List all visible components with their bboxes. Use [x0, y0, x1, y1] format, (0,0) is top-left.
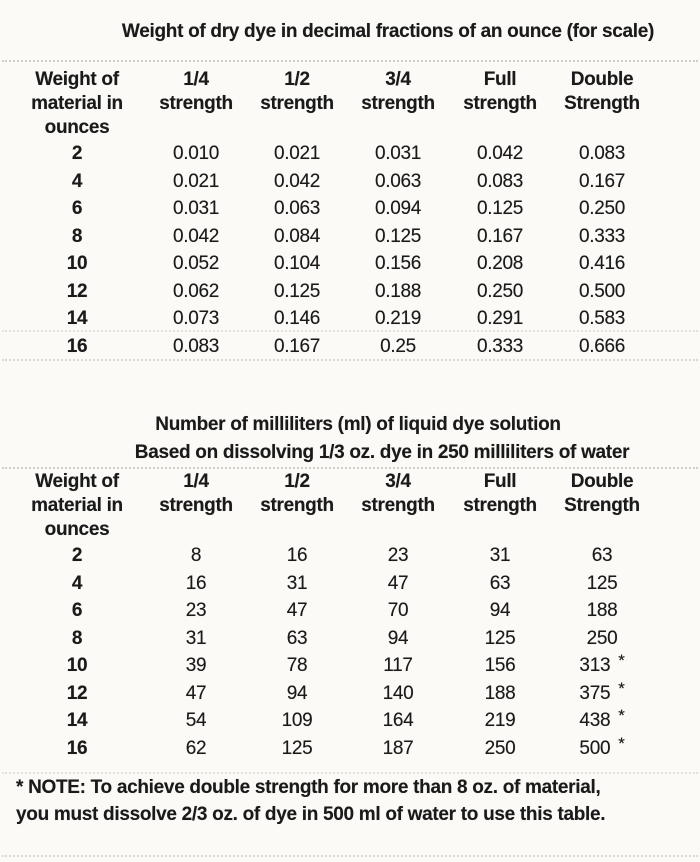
col-header-strength: 1/4 strength [159, 471, 233, 516]
value-cell: 0.291 [476, 308, 524, 329]
value-cell: 0.146 [273, 308, 321, 329]
row-label-ounces: 4 [71, 170, 83, 192]
value-cell: 0.042 [273, 170, 321, 192]
value-cell: 0.156 [374, 253, 422, 274]
value-cell: 0.083 [578, 143, 626, 164]
value-cell: 0.167 [476, 225, 524, 247]
scan-artifact-rule [2, 855, 698, 857]
value-cell: 125 [586, 572, 618, 594]
value-cell: 31 [489, 545, 511, 566]
row-label-ounces: 2 [71, 545, 83, 566]
value-cell: 164 [382, 710, 414, 731]
value-cell: 0.583 [578, 308, 626, 329]
value-cell: 250 [484, 737, 516, 759]
value-cell: 0.010 [172, 143, 220, 164]
value-cell: 0.333 [578, 225, 626, 247]
value-cell: 375 * [560, 680, 644, 708]
double-strength-asterisk: * [618, 651, 625, 670]
scan-artifact-rule [2, 772, 698, 774]
double-strength-asterisk: * [618, 733, 625, 753]
value-cell: 63 [489, 572, 511, 594]
double-strength-asterisk: * [618, 678, 625, 698]
value-cell: 16 [185, 572, 207, 594]
value-cell: 0.031 [374, 143, 422, 164]
scan-artifact-rule [2, 467, 698, 469]
row-label-ounces: 8 [71, 225, 83, 247]
liquid-dye-table-header [0, 470, 644, 542]
value-cell: 0.125 [273, 280, 321, 302]
value-cell: 47 [387, 572, 409, 594]
value-cell: 0.167 [578, 170, 626, 192]
double-strength-asterisk: * [618, 706, 625, 725]
value-cell: 0.666 [578, 335, 626, 357]
dry-dye-table-header [0, 68, 644, 140]
value-cell: 0.208 [476, 253, 524, 274]
col-header-strength: 1/2 strength [260, 69, 334, 114]
value-cell: 63 [286, 627, 308, 649]
row-label-ounces: 6 [71, 600, 83, 621]
value-cell: 0.063 [273, 198, 321, 219]
table-row [0, 333, 644, 361]
value-cell: 0.073 [172, 308, 220, 329]
row-label-ounces: 6 [71, 198, 83, 219]
value-cell: 94 [387, 627, 409, 649]
value-cell: 0.250 [476, 280, 524, 302]
value-cell: 47 [286, 600, 308, 621]
dry-dye-table-title: Weight of dry dye in decimal fractions of an ounce (for scale) [121, 21, 655, 42]
row-label-ounces: 16 [66, 335, 88, 357]
row-label-ounces: 12 [66, 280, 88, 302]
row-label-ounces: 12 [66, 682, 88, 704]
value-cell: 0.021 [172, 170, 220, 192]
col-header-strength: 3/4 strength [361, 69, 435, 114]
value-cell: 0.333 [476, 335, 524, 357]
value-cell: 0.25 [380, 335, 416, 357]
liquid-dye-table-subtitle: Based on dissolving 1/3 oz. dye in 250 milliliters of water [134, 442, 630, 463]
dry-dye-table-section [0, 18, 700, 360]
value-cell: 0.083 [476, 170, 524, 192]
value-cell: 0.052 [172, 253, 220, 274]
dry-dye-table-body [0, 140, 644, 360]
value-cell: 0.063 [374, 170, 422, 192]
liquid-dye-table-title: Number of milliliters (ml) of liquid dye solution [155, 414, 561, 435]
scan-artifact-rule [2, 330, 698, 332]
table-row [0, 223, 644, 251]
liquid-dye-table-section [0, 411, 700, 762]
value-cell: 54 [185, 710, 207, 731]
value-cell: 156 [484, 655, 516, 676]
table-row [0, 168, 644, 196]
scan-artifact-rule [2, 60, 698, 62]
value-cell: 188 [586, 600, 618, 621]
value-cell: 188 [484, 682, 516, 704]
value-cell: 62 [185, 737, 207, 759]
value-cell: 125 [281, 737, 313, 759]
table-row [0, 305, 644, 333]
value-cell: 0.104 [273, 253, 321, 274]
value-cell: 31 [185, 627, 207, 649]
value-cell: 438 * [560, 707, 644, 735]
table-row [0, 140, 644, 168]
liquid-dye-table-body [0, 542, 644, 762]
value-cell: 117 [383, 655, 413, 676]
value-cell: 23 [387, 545, 409, 566]
value-cell: 0.042 [172, 225, 220, 247]
table-row [0, 707, 644, 735]
header-row [0, 470, 644, 542]
value-cell: 109 [281, 710, 313, 731]
table-row [0, 652, 644, 680]
col-header-strength: 1/4 strength [159, 69, 233, 114]
row-label-ounces: 10 [66, 253, 88, 274]
col-header-weight-of-material: Weight of material in ounces [31, 69, 123, 138]
value-cell: 219 [484, 710, 516, 731]
table-row [0, 735, 644, 763]
value-cell: 0.083 [172, 335, 220, 357]
value-cell: 23 [185, 600, 207, 621]
col-header-strength: Double Strength [564, 69, 640, 114]
value-cell: 140 [382, 682, 414, 704]
value-cell: 94 [489, 600, 511, 621]
footnote-line-2: you must dissolve 2/3 oz. of dye in 500 ml of water to use this table. [16, 803, 606, 825]
double-strength-footnote [0, 775, 700, 828]
header-row [0, 68, 644, 140]
table-row [0, 278, 644, 306]
value-cell: 0.031 [172, 198, 220, 219]
value-cell: 31 [286, 572, 308, 594]
value-cell: 187 [382, 737, 414, 759]
col-header-weight-of-material: Weight of material in ounces [31, 471, 123, 540]
table-row [0, 597, 644, 625]
liquid-dye-table [0, 470, 644, 762]
value-cell: 0.021 [273, 143, 321, 164]
row-label-ounces: 10 [66, 655, 88, 676]
value-cell: 313 * [560, 652, 644, 680]
value-cell: 125 [484, 627, 516, 649]
row-label-ounces: 4 [71, 572, 83, 594]
value-cell: 0.062 [172, 280, 220, 302]
value-cell: 0.125 [476, 198, 524, 219]
value-cell: 0.042 [476, 143, 524, 164]
row-label-ounces: 14 [66, 710, 88, 731]
table-row [0, 195, 644, 223]
value-cell: 500 * [560, 735, 644, 763]
col-header-strength: Full strength [463, 471, 537, 516]
value-cell: 70 [387, 600, 409, 621]
value-cell: 0.094 [374, 198, 422, 219]
col-header-strength: 3/4 strength [361, 471, 435, 516]
table-row [0, 250, 644, 278]
table-row [0, 542, 644, 570]
value-cell: 0.219 [374, 308, 422, 329]
dry-dye-table [0, 68, 644, 360]
value-cell: 0.125 [374, 225, 422, 247]
table-row [0, 625, 644, 653]
row-label-ounces: 14 [66, 308, 88, 329]
value-cell: 47 [185, 682, 207, 704]
scan-artifact-rule [2, 359, 698, 361]
value-cell: 0.416 [578, 253, 626, 274]
value-cell: 0.188 [374, 280, 422, 302]
value-cell: 0.084 [273, 225, 321, 247]
row-label-ounces: 2 [71, 143, 83, 164]
row-label-ounces: 16 [66, 737, 88, 759]
value-cell: 16 [286, 545, 308, 566]
value-cell: 250 [586, 627, 618, 649]
value-cell: 0.250 [578, 198, 626, 219]
value-cell: 0.167 [273, 335, 321, 357]
value-cell: 39 [185, 655, 207, 676]
col-header-strength: 1/2 strength [260, 471, 334, 516]
col-header-strength: Full strength [463, 69, 537, 114]
col-header-strength: Double Strength [564, 471, 640, 516]
table-row [0, 570, 644, 598]
value-cell: 63 [591, 545, 613, 566]
footnote-line-1: * NOTE: To achieve double strength for more than 8 oz. of material, [16, 777, 601, 798]
row-label-ounces: 8 [71, 627, 83, 649]
value-cell: 78 [286, 655, 308, 676]
table-row [0, 680, 644, 708]
value-cell: 0.500 [578, 280, 626, 302]
value-cell: 8 [190, 545, 202, 566]
value-cell: 94 [286, 682, 308, 704]
